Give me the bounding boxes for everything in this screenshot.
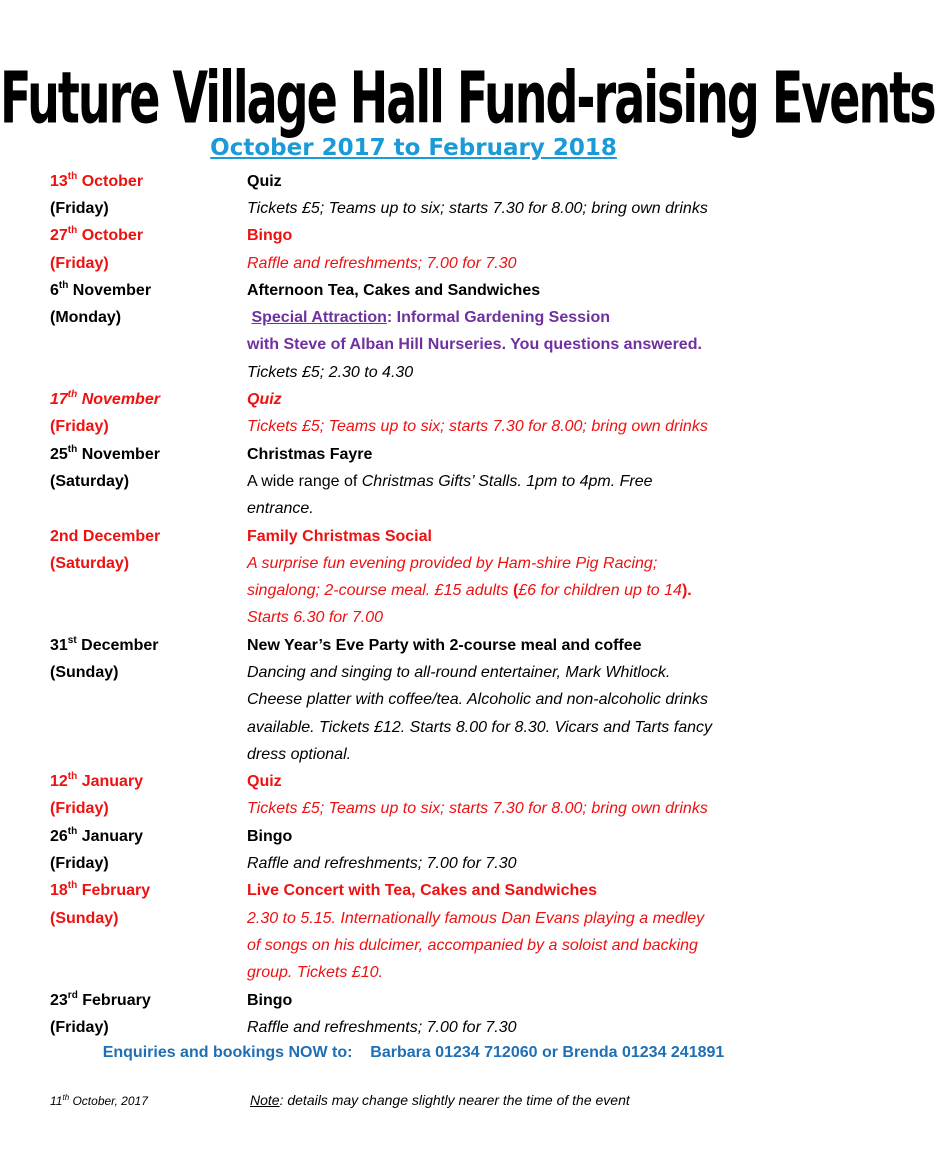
event-row	[50, 386, 790, 413]
event-row	[50, 714, 790, 741]
footer-note: Note: details may change slightly nearer the time of the event	[250, 1092, 630, 1108]
event-detail: Special Attraction: Informal Gardening Session	[251, 309, 611, 327]
event-detail: Starts 6.30 for 7.00	[247, 609, 384, 627]
event-detail: singalong; 2-course meal. £15 adults (£6 for children up to 14).	[247, 582, 692, 600]
event-weekday: (Friday)	[50, 855, 109, 873]
event-row	[50, 878, 790, 905]
page-subtitle: October 2017 to February 2018	[210, 135, 617, 161]
event-detail: of songs on his dulcimer, accompanied by a soloist and backing	[247, 936, 698, 954]
event-detail: Tickets £5; Teams up to six; starts 7.30 for 8.00; bring own drinks	[247, 418, 708, 436]
event-row	[50, 632, 790, 659]
event-detail: with Steve of Alban Hill Nurseries. You questions answered.	[247, 336, 702, 354]
event-detail: Raffle and refreshments; 7.00 for 7.30	[247, 254, 517, 272]
event-weekday: (Friday)	[50, 199, 109, 217]
event-detail: 2.30 to 5.15. Internationally famous Dan Evans playing a medley	[247, 909, 705, 927]
event-detail: Raffle and refreshments; 7.00 for 7.30	[247, 1018, 517, 1036]
event-title: Quiz	[247, 391, 282, 409]
event-detail: Tickets £5; 2.30 to 4.30	[247, 363, 414, 381]
event-date: 13th October	[50, 170, 144, 190]
event-detail: Cheese platter with coffee/tea. Alcoholic and non-alcoholic drinks	[247, 691, 708, 709]
event-title: Bingo	[247, 827, 293, 845]
event-detail: Tickets £5; Teams up to six; starts 7.30 for 8.00; bring own drinks	[247, 800, 708, 818]
event-row	[50, 332, 790, 359]
event-weekday: (Saturday)	[50, 472, 130, 490]
event-weekday: (Friday)	[50, 254, 109, 272]
footer-date: 11th October, 2017	[50, 1093, 148, 1108]
event-detail: A wide range of Christmas Gifts’ Stalls. 1pm to 4pm. Free	[247, 472, 653, 490]
event-date: 27th October	[50, 225, 144, 245]
event-detail: entrance.	[247, 500, 314, 518]
event-title: Christmas Fayre	[247, 445, 373, 463]
event-date: 26th January	[50, 825, 144, 845]
event-weekday: (Friday)	[50, 418, 109, 436]
event-detail: Raffle and refreshments; 7.00 for 7.30	[247, 855, 517, 873]
page-title: Future Village Hall Fund-raising Events	[0, 55, 935, 140]
event-title: Bingo	[247, 227, 293, 245]
event-weekday: (Saturday)	[50, 554, 130, 572]
event-row	[50, 550, 790, 577]
event-detail: dress optional.	[247, 745, 352, 763]
special-attraction-label: Special Attraction	[251, 309, 387, 327]
event-row	[50, 741, 790, 768]
event-row	[50, 960, 790, 987]
event-date: 31st December	[50, 634, 159, 654]
event-row	[50, 523, 790, 550]
event-title: Bingo	[247, 991, 293, 1009]
event-row	[50, 687, 790, 714]
event-weekday: (Friday)	[50, 1018, 109, 1036]
event-row	[50, 605, 790, 632]
event-date: 18th February	[50, 880, 151, 900]
event-row	[50, 414, 790, 441]
events-list	[50, 168, 790, 1042]
event-date: 12th January	[50, 771, 144, 791]
event-detail: A surprise fun evening provided by Ham-shire Pig Racing;	[247, 554, 658, 572]
event-weekday: (Friday)	[50, 800, 109, 818]
event-row	[50, 1014, 790, 1041]
event-detail: group. Tickets £10.	[247, 964, 383, 982]
event-date: 6th November	[50, 279, 152, 299]
event-row	[50, 468, 790, 495]
event-row	[50, 659, 790, 686]
event-row	[50, 359, 790, 386]
event-title: Quiz	[247, 773, 282, 791]
event-row	[50, 195, 790, 222]
event-weekday: (Sunday)	[50, 909, 119, 927]
event-row	[50, 223, 790, 250]
event-detail: available. Tickets £12. Starts 8.00 for 8.30. Vicars and Tarts fancy	[247, 718, 712, 736]
enquiries-line: Enquiries and bookings NOW to: Barbara 01234 712060 or Brenda 01234 241891	[102, 1044, 725, 1061]
event-row	[50, 496, 790, 523]
event-date: 23rd February	[50, 989, 151, 1009]
event-detail: Dancing and singing to all-round entertainer, Mark Whitlock.	[247, 663, 671, 681]
event-row	[50, 168, 790, 195]
event-row	[50, 905, 790, 932]
event-row	[50, 277, 790, 304]
event-weekday: (Monday)	[50, 309, 122, 327]
event-date: 2nd December	[50, 527, 161, 545]
event-detail: Tickets £5; Teams up to six; starts 7.30 for 8.00; bring own drinks	[247, 199, 708, 217]
event-row	[50, 304, 790, 331]
event-date: 17th November	[50, 389, 160, 409]
event-row	[50, 932, 790, 959]
event-title: Afternoon Tea, Cakes and Sandwiches	[247, 281, 541, 299]
event-row	[50, 796, 790, 823]
event-title: Quiz	[247, 172, 282, 190]
event-row	[50, 987, 790, 1014]
event-weekday: (Sunday)	[50, 663, 119, 681]
event-row	[50, 250, 790, 277]
event-title: Live Concert with Tea, Cakes and Sandwiches	[247, 882, 598, 900]
event-row	[50, 769, 790, 796]
event-row	[50, 577, 790, 604]
event-title: New Year’s Eve Party with 2-course meal and coffee	[247, 636, 642, 654]
event-row	[50, 823, 790, 850]
event-date: 25th November	[50, 443, 160, 463]
event-row	[50, 850, 790, 877]
event-row	[50, 441, 790, 468]
event-title: Family Christmas Social	[247, 527, 432, 545]
